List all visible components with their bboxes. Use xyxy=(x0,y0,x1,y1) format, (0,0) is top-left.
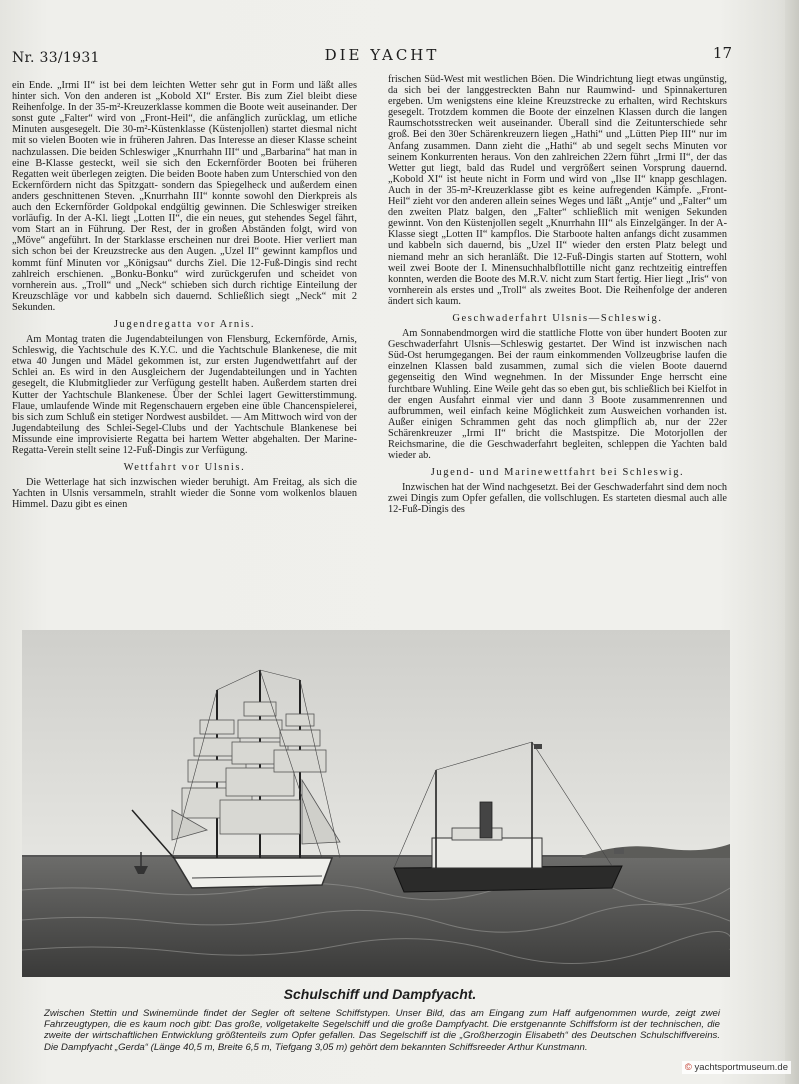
page-number: 17 xyxy=(712,44,732,62)
section-heading-marinewettfahrt: Jugend- und Marinewettfahrt bei Schleswig. xyxy=(430,467,685,479)
page-edge-shadow xyxy=(785,0,799,1084)
right-column xyxy=(388,74,727,516)
magazine-title: DIE YACHT xyxy=(324,46,440,64)
right-paragraph-1: frischen Süd-West mit westlichen Böen. Die Windrichtung liegt etwas ungünstig, da sich bei der langgestreckten Bahn nur Raumwind- und Spinnakerturen ergeben. Um wenigstens eine kleine Kreuzstrecke zu erhalten, wird Rechtskurs gesegelt. Trotzdem kommen die Boote der einzelnen Klassen durch die langen Raumschotsstrecken weit auseinander. Überall sind die Zeitunterschiede sehr groß. Bei den 30er Schärenkreuzern liegen „Hathi“ und „Lütten Piep III“ nur im Anfang zusammen. Dann zieht die „Hathi“ ab und segelt sechs Minuten vor seinem Konkurrenten heraus. Von den zahlreichen 22ern führt „Irmi II“, der das Wetter gut liegt, bald das Rudel und vergrößert seinen Vorsprung dauernd. „Kobold XI“ ist heute nicht in Form und wird von „Ilse II“ knapp geschlagen. Auch in der 35-m²-Kreuzerklasse gibt es keine aufregenden Kämpfe. „Front-Heil“ zieht vor den anderen allein seines Weges und läßt „Antje“ und „Falter“ um den zweiten Platz balgen, den „Falter“ schließlich mit wenigen Sekunden gewinnt. Von den Küstenjollen segelt „Knurrhahn III“ als Einzelgänger. In der A-Klasse siegt „Lotten II“ kampflos. Die Starboote halten anfangs dicht zusammen und kabbeln sich dauernd, bis „Uzel II“ wieder den ersten Platz belegt und niemand mehr an sich heranläßt. Die 12-Fuß-Dingis starten auf Stottern, wohl weil zwei Boote der I. Minensuchhalbflottille nicht ganz rechtzeitig eintreffen konnten, werden die Boote des M.R.V. nicht zum Start fertig. Hier liegt „Iris“ von vornherein als erstes und „Troll“ als zweites Boot. Die Reihenfolge der anderen ändert sich kaum. xyxy=(388,74,727,307)
page-header xyxy=(12,44,732,68)
watermark xyxy=(682,1061,791,1074)
ships-photo-graphic xyxy=(22,630,730,977)
watermark-text: yachtsportmuseum.de xyxy=(694,1062,788,1073)
section-heading-wettfahrt: Wettfahrt vor Ulsnis. xyxy=(123,462,246,474)
right-paragraph-3: Inzwischen hat der Wind nachgesetzt. Bei der Geschwaderfahrt sind dem noch zwei Dingis zum Opfer gefallen, die vollschlugen. Es starteten diesmal auch alle 12-Fuß-Dingis des xyxy=(388,482,727,516)
left-paragraph-2: Am Montag traten die Jugendabteilungen von Flensburg, Eckernförde, Arnis, Schleswig, die Yachtschule des K.Y.C. und die Yachtschule Blankenese, die mit etwa 40 Jungen und Mädel gekommen ist, zur ersten Jugendwettfahrt auf der Schlei an. Es wird in den Ausgleichern der Jugendabteilungen und in Yachten gesegelt, die Klubmitglieder zur Verfügung gestellt haben. Außerdem starten drei Kutter der Yachtschule Blankenese. Über der Schlei lagert Gewitterstimmung. Flaue, umlaufende Winde mit Regenschauern ergeben eine üble Chancenspielerei, bis sich zum Schluß ein stetiger Nordwest ausbildet. — Am Mittwoch wird von der Jugendabteilung des Schlei-Segel-Clubs und der Yachtschule Blankenese bei Missunde eine improvisierte Regatta bei hartem Wetter abgehalten. Der Marine-Regatta-Verein stellt seine 12-Fuß-Dingis zur Verfügung. xyxy=(12,334,357,456)
section-heading-geschwaderfahrt: Geschwaderfahrt Ulsnis—Schleswig. xyxy=(452,312,663,324)
caption-title: Schulschiff und Dampfyacht. xyxy=(283,986,477,1002)
left-paragraph-3: Die Wetterlage hat sich inzwischen wieder beruhigt. Am Freitag, als sich die Yachten in Ulsnis versammeln, strahlt wieder die Sonne vom wolkenlos blauen Himmel. Dazu gibt es einen xyxy=(12,477,357,511)
ships-photograph xyxy=(22,630,730,977)
copyright-icon: © xyxy=(684,1062,692,1073)
section-heading-jugendregatta: Jugendregatta vor Arnis. xyxy=(113,318,256,330)
left-paragraph-1: ein Ende. „Irmi II“ ist bei dem leichten Wetter sehr gut in Form und läßt alles hinter sich. Von den anderen ist „Kobold XI“ Erster. Bis zum Ziel bleibt diese Reihenfolge. In der 35-m²-Kreuzerklasse kommen die Boote weit auseinander. Der sonst gute „Falter“ wird von „Front-Heil“, die anfänglich zurücklag, um etliche Minuten ausgesegelt. Die 30-m²-Küstenklasse (Küstenjollen) startet diesmal nicht mit so vielen Booten wie in früheren Jahren. Das Interesse an dieser Klasse scheint nachzulassen. Die beiden Schleswiger „Knurrhahn III“ und „Barbarina“ hat man in eine B-Klasse gesteckt, weil sie sich den Eckernförder Booten bei früheren Regatten weit überlegen zeigten. Die beiden Boote haben zum Unterschied von den Eckernfördern nicht das Spitzgatt- sondern das Spiegelheck und außerdem einen anders geschnittenen Steven. „Knurrhahn III“ konnte sowohl den Dierkpreis als auch den Eckernförder Goldpokal endgültig gewinnen. Die Schleswiger streiken vorläufig. In der A-Kl. liegt „Lotten II“, die ein neues, gut stehendes Segel fährt, vom Start an in Führung. Der Rest, der in großen Abständen folgt, wird von „Möve“ angeführt. In der Starklasse erscheinen nur drei Boote. Hier verliert man sich schon bei der Kreuzstrecke aus den Augen. „Uzel II“ gewinnt kampflos und kommt fünf Minuten vor „Königsau“ durchs Ziel. Die 12-Fuß-Dingis sind recht zahlreich erschienen. „Bonku-Bonku“ wird zurückgerufen und scheidet von vornherein aus. „Troll“ und „Neck“ schieben sich durch richtige Einteilung der Kreuzschläge vor und kabbeln sich dauernd. Schließlich siegt „Neck“ mit 2 Sekunden. xyxy=(12,80,357,313)
photo-caption: Zwischen Stettin und Swinemünde findet der Segler oft seltene Schiffstypen. Unser Bild, das am Eingang zum Haff aufgenommen wurde, zeigt zwei Fahrzeugtypen, die es kaum noch gibt: Das große, vollgetakelte Segelschiff und die große Dampfyacht. Die erstgenannte Schiffsform ist der technischen, die zweite der wirtschaftlichen Entwicklung größtenteils zum Opfer gefallen. Das Segelschiff ist die „Großherzogin Elisabeth“ des Deutschen Schulschiffvereins. Die Dampfyacht „Gerda“ (Länge 40,5 m, Breite 6,5 m, Tiefgang 3,05 m) gehört dem bekannten Schiffsreeder Arthur Kunstmann. xyxy=(44,1008,720,1053)
sea xyxy=(22,855,730,977)
right-paragraph-2: Am Sonnabendmorgen wird die stattliche Flotte von über hundert Booten zur Geschwaderfahrt Ulsnis—Schleswig gestartet. Der Wind ist inzwischen nach Süd-Ost herumgegangen. Bei der raum einkommenden Vollzeugbrise laufen die einzelnen Klassen bald zusammen, zumal sich die vielen Boote dauernd gegenseitig den Wind wegnehmen. In der Missunder Enge herrscht eine furchtbare Wuhling. Eine Weile geht das so eben gut, bis schließlich bei Kielfot in der engen Ausfahrt einmal vier und dann 3 Boote zusammenrennen und aufbrummen, weil einfach keine Möglichkeit zum Ausweichen vorhanden ist. Außer einigen Schrammen geht das noch glimpflich ab, nur der 22er Schärenkreuzer „Irmi II“ bricht die Mastspitze. Die Motorjollen der Reichsmarine, die die Geschwaderfahrt begleiten, schleppen die Yachten bald wieder ab. xyxy=(388,328,727,462)
left-column xyxy=(12,80,357,510)
issue-number: Nr. 33/1931 xyxy=(12,50,100,66)
